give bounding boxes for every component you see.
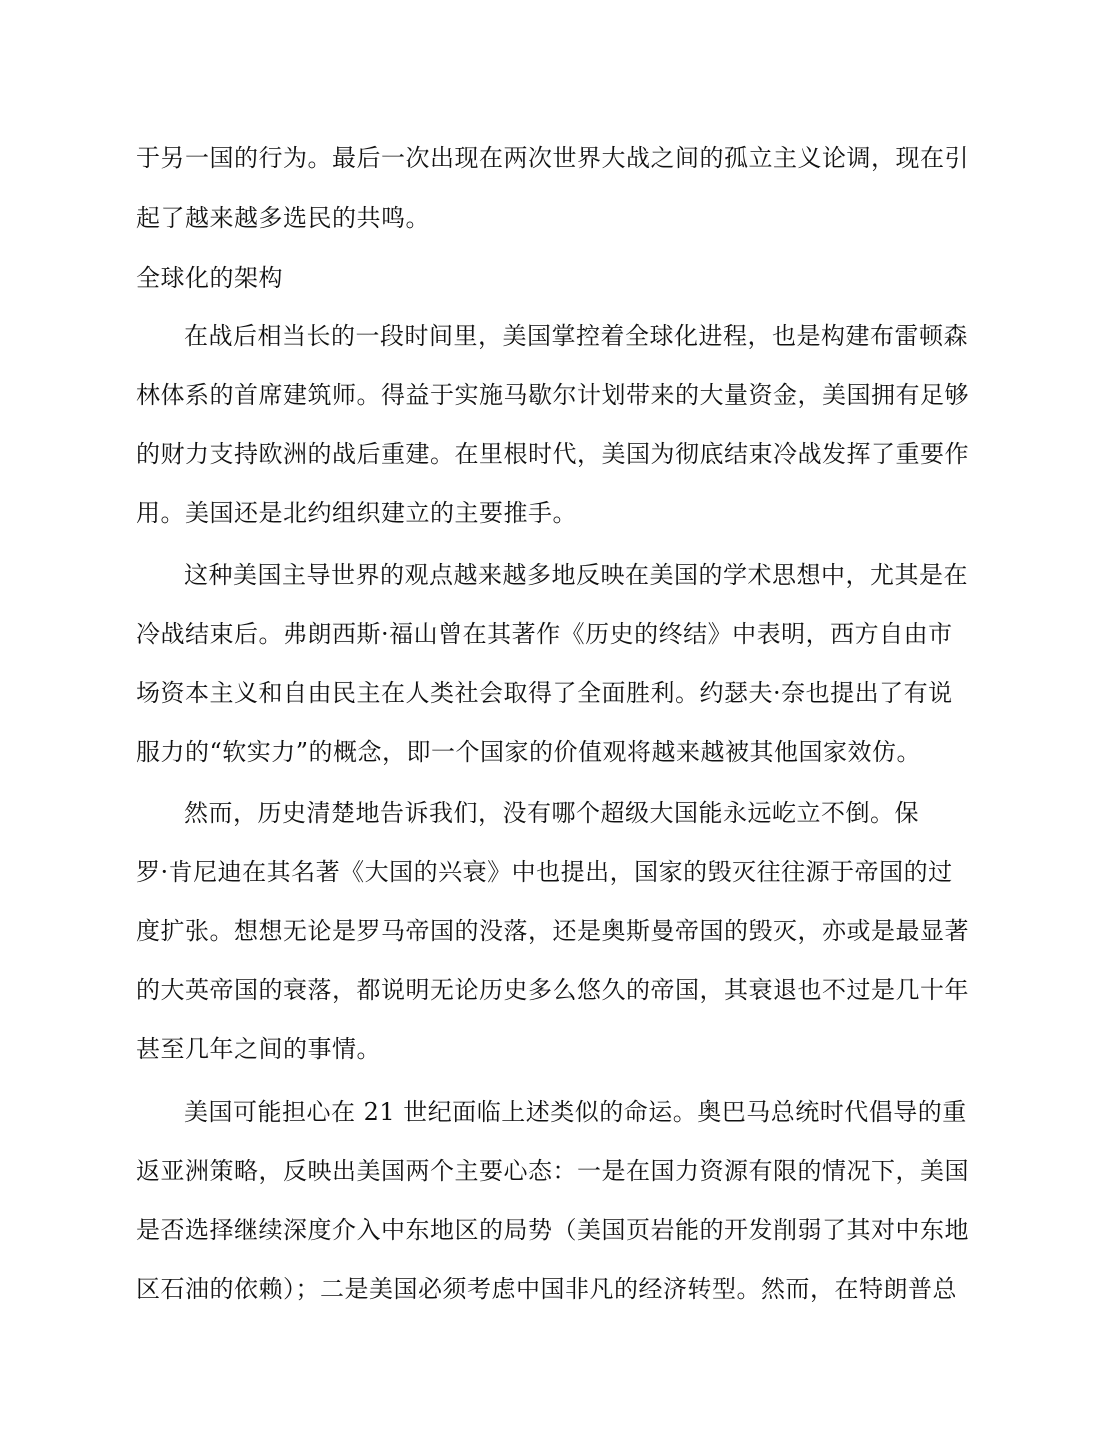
text-line: 然而，历史清楚地告诉我们，没有哪个超级大国能永远屹立不倒。保 <box>184 799 919 827</box>
text-line: 起了越来越多选民的共鸣。 <box>136 204 430 232</box>
text-line: 服力的“软实力”的概念，即一个国家的价值观将越来越被其他国家效仿。 <box>136 738 922 766</box>
text-line: 美国可能担心在 21 世纪面临上述类似的命运。奥巴马总统时代倡导的重 <box>184 1098 967 1126</box>
text-line: 这种美国主导世界的观点越来越多地反映在美国的学术思想中，尤其是在 <box>184 561 968 589</box>
text-line: 是否选择继续深度介入中东地区的局势（美国页岩能的开发削弱了其对中东地 <box>136 1216 969 1244</box>
text-line: 区石油的依赖）；二是美国必须考虑中国非凡的经济转型。然而，在特朗普总 <box>136 1275 957 1303</box>
text-line: 场资本主义和自由民主在人类社会取得了全面胜利。约瑟夫·奈也提出了有说 <box>136 679 953 707</box>
text-line: 林体系的首席建筑师。得益于实施马歇尔计划带来的大量资金，美国拥有足够 <box>136 381 969 409</box>
text-line: 罗·肯尼迪在其名著《大国的兴衰》中也提出，国家的毁灭往往源于帝国的过 <box>136 858 953 886</box>
text-line: 冷战结束后。弗朗西斯·福山曾在其著作《历史的终结》中表明，西方自由市 <box>136 620 953 648</box>
text-line: 用。美国还是北约组织建立的主要推手。 <box>136 499 577 527</box>
text-line: 的财力支持欧洲的战后重建。在里根时代，美国为彻底结束冷战发挥了重要作 <box>136 440 969 468</box>
text-line: 甚至几年之间的事情。 <box>136 1035 381 1063</box>
text-line: 于另一国的行为。最后一次出现在两次世界大战之间的孤立主义论调，现在引 <box>136 144 969 172</box>
text-line: 度扩张。想想无论是罗马帝国的没落，还是奥斯曼帝国的毁灭，亦或是最显著 <box>136 917 969 945</box>
text-line: 返亚洲策略，反映出美国两个主要心态：一是在国力资源有限的情况下，美国 <box>136 1157 969 1185</box>
text-line: 在战后相当长的一段时间里，美国掌控着全球化进程，也是构建布雷顿森 <box>184 322 968 350</box>
section-heading: 全球化的架构 <box>136 264 283 292</box>
text-line: 的大英帝国的衰落，都说明无论历史多么悠久的帝国，其衰退也不过是几十年 <box>136 976 969 1004</box>
